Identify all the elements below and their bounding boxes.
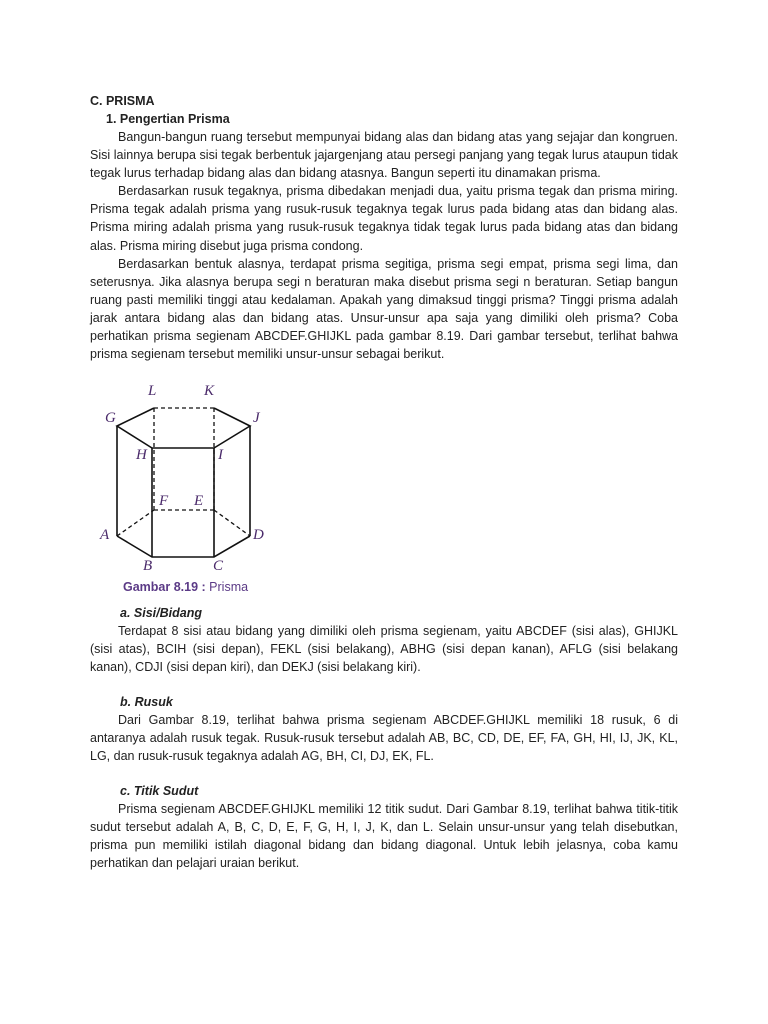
subsection-title: 1. Pengertian Prisma [106, 112, 230, 126]
section-rusuk [90, 693, 678, 765]
edge-top-front [117, 408, 250, 448]
label-j: J [253, 410, 260, 426]
hexagonal-prism-diagram [96, 380, 276, 580]
label-e: E [194, 493, 204, 509]
edge-base-front [117, 536, 250, 557]
label-b: B [143, 558, 153, 574]
figure-caption [123, 580, 248, 594]
label-a: A [100, 527, 110, 543]
label-d: D [253, 527, 264, 543]
heading-rusuk: b. Rusuk [120, 695, 173, 709]
heading-titik-sudut: c. Titik Sudut [120, 784, 199, 798]
intro-block [90, 92, 678, 363]
section-title: C. PRISMA [90, 94, 155, 108]
section-sisi [90, 604, 678, 676]
prism-figure [96, 380, 276, 600]
heading-sisi-bidang: a. Sisi/Bidang [120, 606, 202, 620]
text-titik-sudut: Prisma segienam ABCDEF.GHIJKL memiliki 12 titik sudut. Dari Gambar 8.19, terlihat bahwa titik-titik sudut tersebut adalah A, B, C, D, E, F, G, H, I, J, K, dan L. Selain unsur-unsur yang telah disebutkan, prisma pun memiliki istilah diagonal bidang dan bidang diagonal. Untuk lebih jelasnya, coba kamu perhatikan dan pelajari uraian berikut. [90, 802, 678, 871]
label-f: F [159, 493, 169, 509]
label-h: H [136, 447, 147, 463]
label-k: K [204, 383, 215, 399]
label-i: I [218, 447, 223, 463]
section-titik-sudut [90, 782, 678, 872]
caption-number: Gambar 8.19 : [123, 580, 206, 594]
caption-text: Prisma [209, 580, 249, 594]
text-sisi-bidang: Terdapat 8 sisi atau bidang yang dimiliki oleh prisma segienam, yaitu ABCDEF (sisi alas), GHIJKL (sisi atas), BCIH (sisi depan), FEKL (sisi belakang), ABHG (sisi depan kanan), AFLG (sisi belakang kanan), CDJI (sisi depan kiri), dan DEKJ (sisi belakang kiri). [90, 624, 678, 675]
edge-de [214, 510, 250, 536]
label-g: G [105, 410, 116, 426]
paragraph-1: Bangun-bangun ruang tersebut mempunyai bidang alas dan bidang atas yang sejajar dan kongruen. Sisi lainnya berupa sisi tegak berbentuk jajargenjang atau persegi panjang yang tegak lurus ataupun tidak tegak lurus terhadap bidang alas dan bidang atasnya. Bangun seperti itu dinamakan prisma. [90, 130, 678, 181]
edge-fa [117, 510, 154, 536]
paragraph-3: Berdasarkan bentuk alasnya, terdapat prisma segitiga, prisma segi empat, prisma segi lima, dan seterusnya. Jika alasnya berupa segi n beraturan maka disebut prisma segi n beraturan. Setiap bangun ruang pasti memiliki tinggi atau kedalaman. Apakah yang dimaksud tinggi prisma? Tinggi prisma adalah jarak antara bidang alas dan bidang atas. Unsur-unsur apa saja yang dimiliki oleh prisma? Coba perhatikan prisma segienam ABCDEF.GHIJKL pada gambar 8.19. Dari gambar tersebut, terlihat bahwa prisma segienam tersebut memiliki unsur-unsur sebagai berikut. [90, 256, 678, 362]
label-l: L [148, 383, 157, 399]
text-rusuk: Dari Gambar 8.19, terlihat bahwa prisma segienam ABCDEF.GHIJKL memiliki 18 rusuk, 6 di antaranya adalah rusuk tegak. Rusuk-rusuk tersebut adalah AB, BC, CD, DE, EF, FA, GH, HI, IJ, JK, KL, LG, dan rusuk-rusuk tegaknya adalah AG, BH, CI, DJ, EK, FL. [90, 713, 678, 764]
paragraph-2: Berdasarkan rusuk tegaknya, prisma dibedakan menjadi dua, yaitu prisma tegak dan prisma miring. Prisma tegak adalah prisma yang rusuk-rusuk tegaknya tegak lurus pada bidang atas dan bidang alas. Prisma miring adalah prisma yang rusuk-rusuk tegaknya tidak tegak lurus pada bidang atas dan bidang alas. Prisma miring disebut juga prisma condong. [90, 184, 678, 253]
label-c: C [213, 558, 224, 574]
